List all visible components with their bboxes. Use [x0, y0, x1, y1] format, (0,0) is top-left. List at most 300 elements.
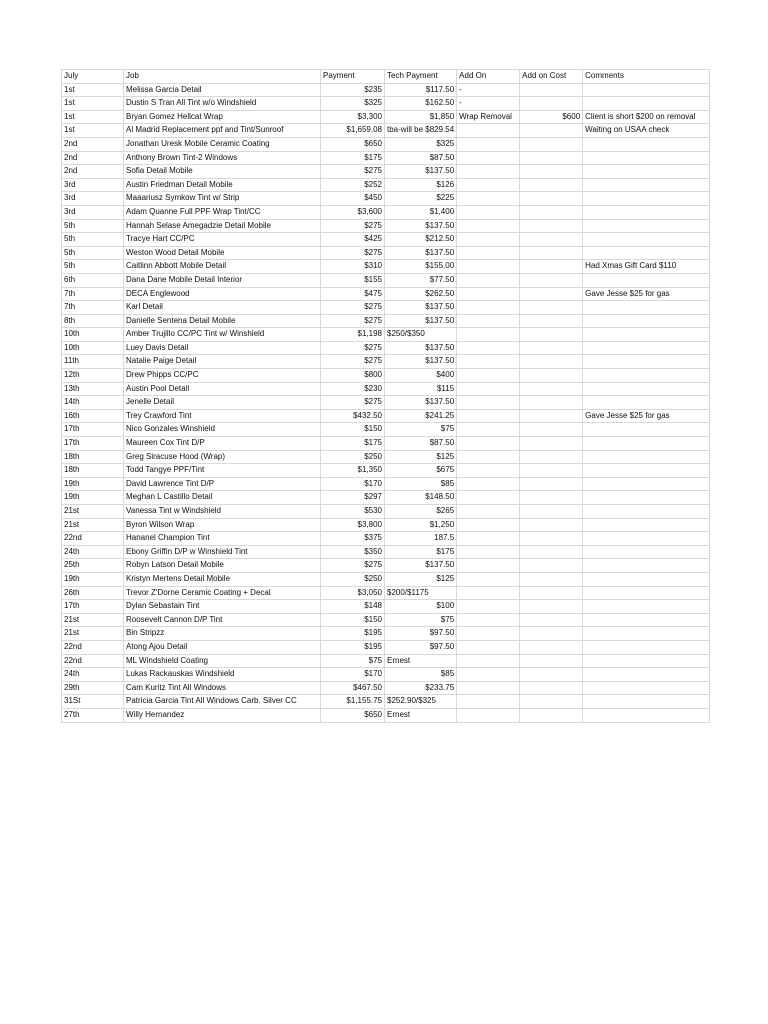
- table-row: [62, 640, 710, 654]
- cell-add-on: [457, 545, 520, 559]
- table-row: [62, 627, 710, 641]
- cell-add-on-cost: [520, 219, 583, 233]
- cell-comments: [583, 477, 710, 491]
- table-row: [62, 477, 710, 491]
- table-row: [62, 464, 710, 478]
- cell-tech-payment: $162.50: [385, 97, 457, 111]
- cell-add-on: [457, 437, 520, 451]
- header-comments: Comments: [583, 70, 710, 84]
- cell-add-on-cost: [520, 369, 583, 383]
- cell-tech-payment: $85: [385, 477, 457, 491]
- table-row: [62, 572, 710, 586]
- jobs-sheet: [61, 69, 710, 723]
- cell-add-on: -: [457, 83, 520, 97]
- cell-add-on-cost: [520, 409, 583, 423]
- cell-add-on-cost: [520, 205, 583, 219]
- header-add-on-cost: Add on Cost: [520, 70, 583, 84]
- table-row: [62, 287, 710, 301]
- cell-job: ML Windshield Coating: [124, 654, 321, 668]
- cell-add-on: [457, 137, 520, 151]
- cell-comments: [583, 654, 710, 668]
- table-row: [62, 409, 710, 423]
- cell-job: Hannah Selase Amegadzie Detail Mobile: [124, 219, 321, 233]
- cell-comments: [583, 301, 710, 315]
- cell-job: Maaariusz Symkow Tint w/ Strip: [124, 192, 321, 206]
- cell-date: 21st: [62, 613, 124, 627]
- cell-add-on-cost: [520, 423, 583, 437]
- cell-tech-payment: $115: [385, 382, 457, 396]
- cell-date: 11th: [62, 355, 124, 369]
- cell-comments: [583, 369, 710, 383]
- cell-payment: $250: [321, 450, 385, 464]
- cell-job: Byron Wilson Wrap: [124, 518, 321, 532]
- table-row: [62, 586, 710, 600]
- table-row: [62, 246, 710, 260]
- table-row: [62, 260, 710, 274]
- cell-add-on: [457, 151, 520, 165]
- cell-job: Drew Phipps CC/PC: [124, 369, 321, 383]
- cell-tech-payment: $675: [385, 464, 457, 478]
- cell-add-on: [457, 124, 520, 138]
- table-row: [62, 124, 710, 138]
- cell-payment: $275: [321, 165, 385, 179]
- cell-tech-payment: $137.50: [385, 219, 457, 233]
- table-row: [62, 681, 710, 695]
- cell-date: 26th: [62, 586, 124, 600]
- cell-comments: [583, 192, 710, 206]
- table-row: [62, 273, 710, 287]
- table-row: [62, 505, 710, 519]
- cell-tech-payment: $137.50: [385, 355, 457, 369]
- table-row: [62, 328, 710, 342]
- cell-tech-payment: $87.50: [385, 437, 457, 451]
- table-row: [62, 396, 710, 410]
- cell-comments: [583, 695, 710, 709]
- cell-date: 22nd: [62, 640, 124, 654]
- table-row: [62, 205, 710, 219]
- cell-add-on-cost: [520, 137, 583, 151]
- cell-add-on: [457, 423, 520, 437]
- cell-tech-payment: Ernest: [385, 654, 457, 668]
- table-row: [62, 219, 710, 233]
- table-row: [62, 233, 710, 247]
- table-row: [62, 668, 710, 682]
- cell-add-on-cost: [520, 396, 583, 410]
- cell-tech-payment: $1,250: [385, 518, 457, 532]
- cell-payment: $170: [321, 668, 385, 682]
- cell-add-on: [457, 559, 520, 573]
- cell-job: Bryan Gomez Hellcat Wrap: [124, 110, 321, 124]
- cell-add-on-cost: [520, 233, 583, 247]
- cell-date: 1st: [62, 97, 124, 111]
- cell-comments: [583, 423, 710, 437]
- cell-payment: $467.50: [321, 681, 385, 695]
- cell-add-on-cost: [520, 518, 583, 532]
- cell-date: 7th: [62, 301, 124, 315]
- table-row: [62, 695, 710, 709]
- cell-add-on: [457, 572, 520, 586]
- table-row: [62, 137, 710, 151]
- cell-date: 25th: [62, 559, 124, 573]
- cell-comments: [583, 491, 710, 505]
- cell-payment: $150: [321, 613, 385, 627]
- cell-add-on-cost: [520, 355, 583, 369]
- cell-add-on: [457, 708, 520, 722]
- cell-date: 18th: [62, 464, 124, 478]
- cell-job: Meghan L Castillo Detail: [124, 491, 321, 505]
- cell-date: 1st: [62, 83, 124, 97]
- cell-add-on: [457, 409, 520, 423]
- cell-job: Adam Quanne Full PPF Wrap Tint/CC: [124, 205, 321, 219]
- cell-payment: $3,600: [321, 205, 385, 219]
- cell-job: Jenelle Detail: [124, 396, 321, 410]
- cell-date: 10th: [62, 341, 124, 355]
- cell-job: Hananel Champion Tint: [124, 532, 321, 546]
- cell-add-on: [457, 192, 520, 206]
- cell-add-on-cost: [520, 640, 583, 654]
- cell-add-on: [457, 491, 520, 505]
- cell-comments: Had Xmas Gift Card $110: [583, 260, 710, 274]
- cell-comments: [583, 83, 710, 97]
- cell-add-on: [457, 260, 520, 274]
- cell-add-on-cost: [520, 668, 583, 682]
- cell-payment: $275: [321, 301, 385, 315]
- cell-comments: [583, 219, 710, 233]
- table-row: [62, 518, 710, 532]
- cell-tech-payment: $241.25: [385, 409, 457, 423]
- table-row: [62, 450, 710, 464]
- table-row: [62, 654, 710, 668]
- cell-tech-payment: $87.50: [385, 151, 457, 165]
- cell-add-on-cost: [520, 613, 583, 627]
- cell-job: Ebony Griffin D/P w Winshield Tint: [124, 545, 321, 559]
- cell-date: 5th: [62, 219, 124, 233]
- cell-payment: $275: [321, 246, 385, 260]
- cell-job: Nico Gonzales Winshield: [124, 423, 321, 437]
- cell-date: 18th: [62, 450, 124, 464]
- cell-add-on-cost: [520, 328, 583, 342]
- cell-add-on: [457, 314, 520, 328]
- cell-job: Natalie Paige Detail: [124, 355, 321, 369]
- cell-payment: $450: [321, 192, 385, 206]
- cell-comments: [583, 437, 710, 451]
- cell-add-on-cost: [520, 491, 583, 505]
- cell-date: 5th: [62, 246, 124, 260]
- cell-job: Sofia Detail Mobile: [124, 165, 321, 179]
- cell-add-on: [457, 396, 520, 410]
- cell-tech-payment: $400: [385, 369, 457, 383]
- cell-date: 8th: [62, 314, 124, 328]
- cell-comments: [583, 151, 710, 165]
- cell-job: DECA Englewood: [124, 287, 321, 301]
- cell-date: 2nd: [62, 165, 124, 179]
- cell-comments: [583, 382, 710, 396]
- cell-add-on: [457, 328, 520, 342]
- cell-comments: [583, 532, 710, 546]
- cell-add-on-cost: [520, 273, 583, 287]
- cell-comments: Gave Jesse $25 for gas: [583, 287, 710, 301]
- cell-comments: [583, 640, 710, 654]
- cell-add-on-cost: [520, 437, 583, 451]
- cell-payment: $175: [321, 437, 385, 451]
- cell-payment: $275: [321, 396, 385, 410]
- cell-payment: $3,050: [321, 586, 385, 600]
- table-row: [62, 165, 710, 179]
- cell-job: Dustin S Tran All Tint w/o Windshield: [124, 97, 321, 111]
- cell-job: Al Madrid Replacement ppf and Tint/Sunroof: [124, 124, 321, 138]
- table-row: [62, 83, 710, 97]
- cell-add-on-cost: [520, 654, 583, 668]
- cell-tech-payment: $75: [385, 613, 457, 627]
- cell-date: 17th: [62, 437, 124, 451]
- cell-add-on-cost: [520, 450, 583, 464]
- cell-date: 27th: [62, 708, 124, 722]
- cell-tech-payment: $175: [385, 545, 457, 559]
- cell-add-on: [457, 695, 520, 709]
- table-row: [62, 314, 710, 328]
- cell-date: 2nd: [62, 151, 124, 165]
- table-row: [62, 341, 710, 355]
- cell-job: Austin Friedman Detail Mobile: [124, 178, 321, 192]
- cell-comments: [583, 600, 710, 614]
- cell-tech-payment: $100: [385, 600, 457, 614]
- cell-add-on: [457, 205, 520, 219]
- cell-date: 21st: [62, 518, 124, 532]
- cell-add-on: [457, 273, 520, 287]
- cell-payment: $297: [321, 491, 385, 505]
- cell-job: Todd Tangye PPF/Tint: [124, 464, 321, 478]
- cell-date: 12th: [62, 369, 124, 383]
- cell-comments: [583, 233, 710, 247]
- cell-payment: $425: [321, 233, 385, 247]
- cell-job: Greg Siracuse Hood (Wrap): [124, 450, 321, 464]
- table-row: [62, 178, 710, 192]
- cell-payment: $150: [321, 423, 385, 437]
- table-row: [62, 355, 710, 369]
- cell-comments: Gave Jesse $25 for gas: [583, 409, 710, 423]
- cell-add-on: [457, 382, 520, 396]
- cell-job: Amber Trujillo CC/PC Tint w/ Winshield: [124, 328, 321, 342]
- table-row: [62, 491, 710, 505]
- table-row: [62, 423, 710, 437]
- cell-add-on: [457, 246, 520, 260]
- cell-job: Melissa Garcia Detail: [124, 83, 321, 97]
- cell-comments: [583, 178, 710, 192]
- table-row: [62, 382, 710, 396]
- cell-add-on-cost: [520, 314, 583, 328]
- cell-tech-payment: Ernest: [385, 708, 457, 722]
- table-row: [62, 532, 710, 546]
- cell-comments: [583, 396, 710, 410]
- header-payment: Payment: [321, 70, 385, 84]
- cell-add-on-cost: [520, 627, 583, 641]
- cell-add-on-cost: [520, 301, 583, 315]
- cell-job: Cam Kuritz Tint All Windows: [124, 681, 321, 695]
- cell-comments: [583, 205, 710, 219]
- cell-add-on-cost: [520, 477, 583, 491]
- cell-job: Trey Crawford Tint: [124, 409, 321, 423]
- cell-add-on: [457, 681, 520, 695]
- cell-add-on-cost: [520, 464, 583, 478]
- table-row: [62, 110, 710, 124]
- cell-payment: $275: [321, 355, 385, 369]
- cell-payment: $275: [321, 341, 385, 355]
- header-date: July: [62, 70, 124, 84]
- cell-tech-payment: $137.50: [385, 301, 457, 315]
- cell-add-on-cost: [520, 708, 583, 722]
- cell-date: 14th: [62, 396, 124, 410]
- cell-add-on-cost: [520, 124, 583, 138]
- cell-add-on-cost: [520, 505, 583, 519]
- cell-comments: [583, 246, 710, 260]
- cell-tech-payment: $117.50: [385, 83, 457, 97]
- cell-add-on: [457, 586, 520, 600]
- cell-add-on: [457, 219, 520, 233]
- cell-date: 16th: [62, 409, 124, 423]
- cell-add-on: [457, 600, 520, 614]
- cell-job: Danielle Sentena Detail Mobile: [124, 314, 321, 328]
- cell-payment: $350: [321, 545, 385, 559]
- cell-add-on-cost: [520, 165, 583, 179]
- cell-tech-payment: $262.50: [385, 287, 457, 301]
- cell-date: 7th: [62, 287, 124, 301]
- cell-add-on-cost: [520, 586, 583, 600]
- cell-comments: [583, 681, 710, 695]
- cell-tech-payment: $137.50: [385, 165, 457, 179]
- cell-job: Maureen Cox Tint D/P: [124, 437, 321, 451]
- cell-tech-payment: $250/$350: [385, 328, 457, 342]
- cell-add-on: [457, 355, 520, 369]
- cell-job: Dana Dane Mobile Detail Interior: [124, 273, 321, 287]
- cell-add-on: [457, 233, 520, 247]
- cell-payment: $1,350: [321, 464, 385, 478]
- cell-payment: $800: [321, 369, 385, 383]
- cell-tech-payment: $1,850: [385, 110, 457, 124]
- cell-add-on-cost: $600: [520, 110, 583, 124]
- cell-add-on-cost: [520, 695, 583, 709]
- table-row: [62, 708, 710, 722]
- cell-date: 1st: [62, 124, 124, 138]
- cell-job: Lukas Rackauskas Windshield: [124, 668, 321, 682]
- table-row: [62, 613, 710, 627]
- cell-date: 6th: [62, 273, 124, 287]
- cell-job: Vanessa Tint w Windshield: [124, 505, 321, 519]
- cell-payment: $1,155.75: [321, 695, 385, 709]
- cell-comments: [583, 505, 710, 519]
- cell-add-on-cost: [520, 341, 583, 355]
- cell-comments: Client is short $200 on removal: [583, 110, 710, 124]
- cell-add-on-cost: [520, 559, 583, 573]
- cell-job: Trevor Z'Dorne Ceramic Coating + Decal: [124, 586, 321, 600]
- cell-job: Caitlinn Abbott Mobile Detail: [124, 260, 321, 274]
- table-row: [62, 559, 710, 573]
- cell-tech-payment: $126: [385, 178, 457, 192]
- cell-tech-payment: $233.75: [385, 681, 457, 695]
- cell-payment: $75: [321, 654, 385, 668]
- cell-add-on-cost: [520, 600, 583, 614]
- cell-add-on: [457, 341, 520, 355]
- cell-comments: Waiting on USAA check: [583, 124, 710, 138]
- cell-add-on-cost: [520, 178, 583, 192]
- cell-tech-payment: $125: [385, 450, 457, 464]
- cell-tech-payment: $97.50: [385, 640, 457, 654]
- cell-job: David Lawrence Tint D/P: [124, 477, 321, 491]
- cell-add-on: [457, 627, 520, 641]
- cell-payment: $375: [321, 532, 385, 546]
- cell-payment: $1,198: [321, 328, 385, 342]
- cell-add-on: [457, 477, 520, 491]
- cell-add-on: [457, 532, 520, 546]
- cell-date: 22nd: [62, 654, 124, 668]
- cell-date: 3rd: [62, 205, 124, 219]
- cell-add-on: [457, 287, 520, 301]
- cell-job: Atong Ajou Detail: [124, 640, 321, 654]
- table-row: [62, 369, 710, 383]
- cell-tech-payment: $200/$1175: [385, 586, 457, 600]
- cell-add-on-cost: [520, 246, 583, 260]
- cell-comments: [583, 355, 710, 369]
- cell-date: 3rd: [62, 192, 124, 206]
- cell-payment: $475: [321, 287, 385, 301]
- cell-comments: [583, 137, 710, 151]
- cell-payment: $3,800: [321, 518, 385, 532]
- cell-tech-payment: $252.90/$325: [385, 695, 457, 709]
- cell-add-on-cost: [520, 83, 583, 97]
- cell-date: 10th: [62, 328, 124, 342]
- cell-tech-payment: 187.5: [385, 532, 457, 546]
- header-tech-payment: Tech Payment: [385, 70, 457, 84]
- cell-job: Dylan Sebastain Tint: [124, 600, 321, 614]
- cell-add-on: [457, 464, 520, 478]
- table-row: [62, 301, 710, 315]
- cell-comments: [583, 165, 710, 179]
- cell-date: 21st: [62, 627, 124, 641]
- cell-add-on: [457, 165, 520, 179]
- cell-comments: [583, 464, 710, 478]
- cell-job: Bin Stripzz: [124, 627, 321, 641]
- cell-date: 5th: [62, 233, 124, 247]
- cell-payment: $432.50: [321, 409, 385, 423]
- cell-add-on: Wrap Removal: [457, 110, 520, 124]
- cell-payment: $1,659.08: [321, 124, 385, 138]
- cell-date: 22nd: [62, 532, 124, 546]
- cell-date: 21st: [62, 505, 124, 519]
- cell-tech-payment: $137.50: [385, 396, 457, 410]
- cell-date: 17th: [62, 600, 124, 614]
- cell-tech-payment: $212.50: [385, 233, 457, 247]
- cell-add-on-cost: [520, 681, 583, 695]
- cell-add-on-cost: [520, 572, 583, 586]
- cell-comments: [583, 613, 710, 627]
- cell-comments: [583, 708, 710, 722]
- cell-date: 17th: [62, 423, 124, 437]
- cell-date: 31St: [62, 695, 124, 709]
- cell-add-on: [457, 613, 520, 627]
- cell-add-on: [457, 640, 520, 654]
- cell-comments: [583, 559, 710, 573]
- cell-comments: [583, 518, 710, 532]
- cell-comments: [583, 450, 710, 464]
- cell-comments: [583, 668, 710, 682]
- cell-comments: [583, 586, 710, 600]
- cell-job: Jonathan Uresk Mobile Ceramic Coating: [124, 137, 321, 151]
- cell-date: 24th: [62, 545, 124, 559]
- cell-payment: $275: [321, 559, 385, 573]
- cell-add-on: [457, 654, 520, 668]
- cell-comments: [583, 572, 710, 586]
- cell-add-on-cost: [520, 151, 583, 165]
- cell-job: Weston Wood Detail Mobile: [124, 246, 321, 260]
